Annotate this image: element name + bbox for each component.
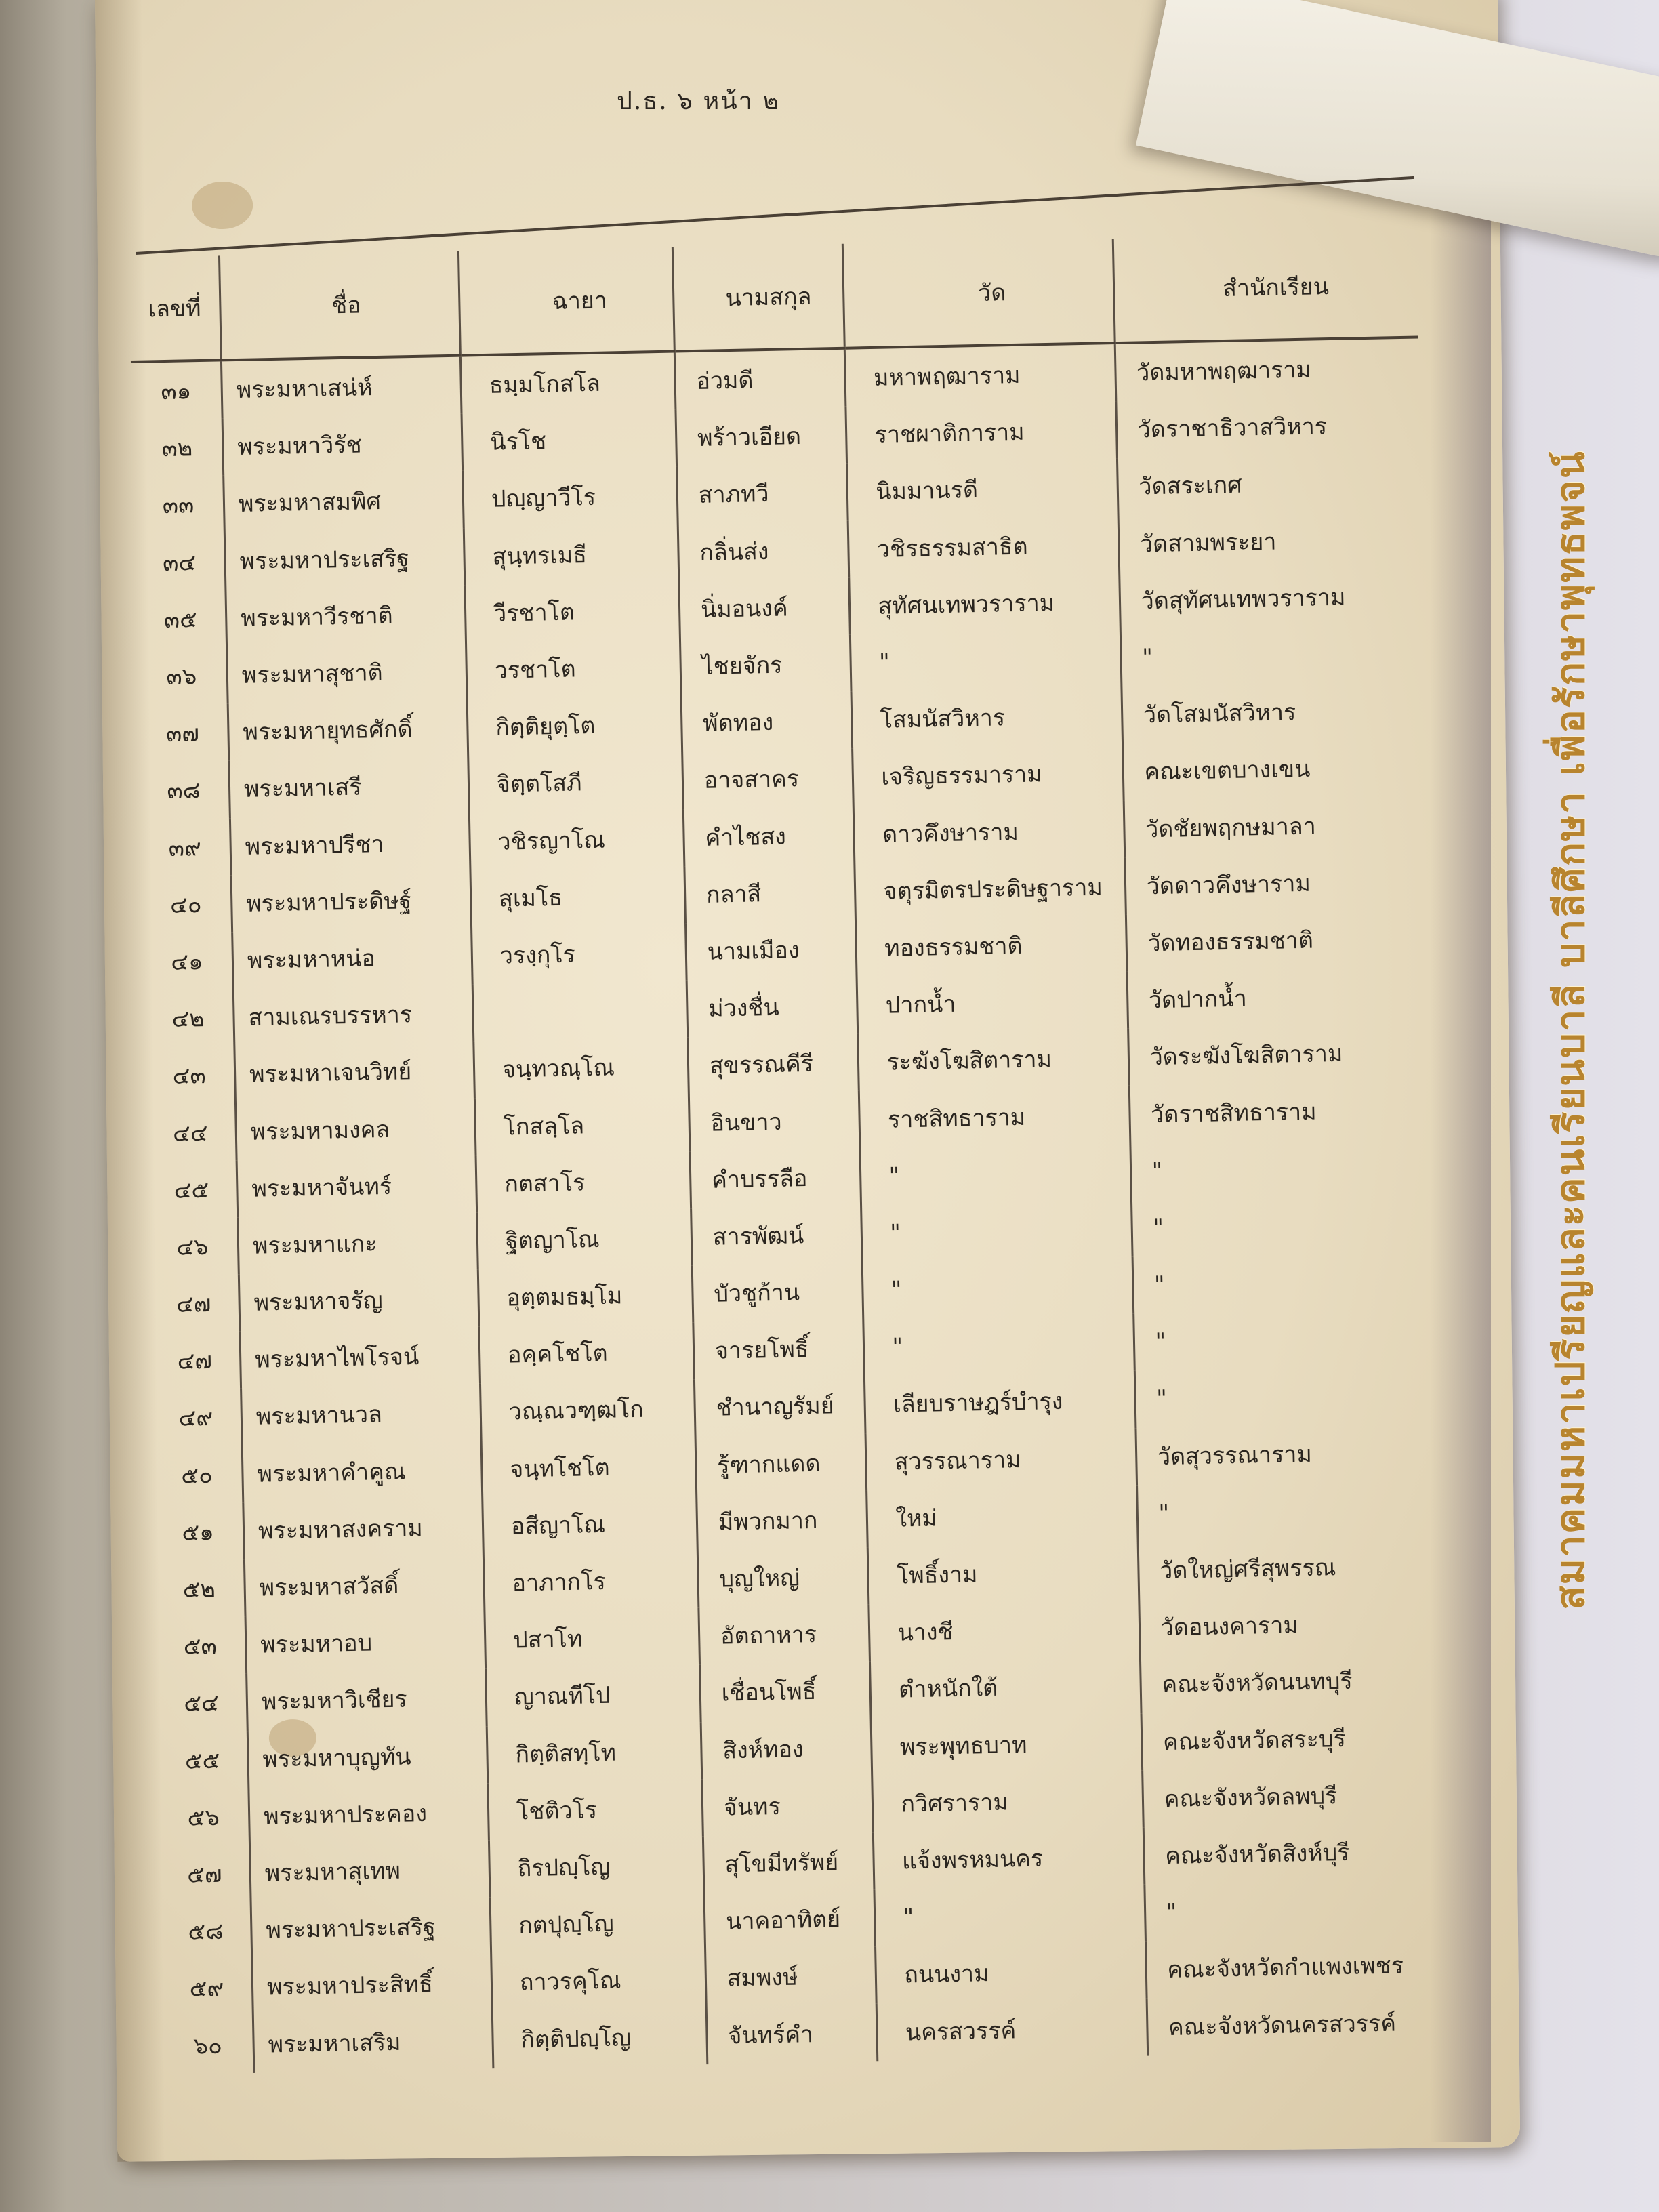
watermark-text: สมาคมมหาเปรียญและคนเรียนบาลี บาลีศึกษา เพื่อรักษาพุทธพจน์ [1547,450,1593,1610]
cell-name: พระมหาอบ [245,1612,485,1673]
cell-name: พระมหาแกะ [238,1212,478,1274]
column-header-surname: นามสกุล [672,244,844,352]
cell-nickname: ถิรปญฺโญ [489,1836,704,1897]
cell-school: คณะจังหวัดนนทบุรี [1140,1650,1444,1713]
cell-school: " [1130,1137,1435,1200]
cell-no: ๔๗ [177,1347,213,1376]
roster-table [129,233,1451,2075]
page-header: ป.ธ. ๖ หน้า ๒ [617,87,781,115]
cell-school: คณะจังหวัดกำแพงเพชร [1145,1936,1450,1999]
cell-school: วัดราชสิทธาราม [1129,1080,1433,1143]
cell-temple: " [863,1257,1134,1319]
cell-nickname: อุตฺตมธมฺโม [478,1265,693,1326]
cell-name: พระมหามงคล [235,1099,475,1160]
cell-temple: " [851,630,1122,692]
cell-school: คณะเขตบางเขน [1122,738,1427,801]
cell-surname: บัวชูก้าน [692,1262,863,1322]
cell-temple: จตุรมิตรประดิษฐาราม [855,858,1126,920]
cell-no: ๔๓ [172,1062,207,1090]
cell-name: พระมหาไพโรจน์ [240,1327,480,1389]
cell-surname: สุโขมีทรัพย์ [703,1832,874,1893]
cell-no: ๔๖ [176,1233,209,1261]
cell-name: พระมหาบุญทัน [247,1726,487,1788]
cell-surname: นามเมือง [685,920,857,980]
cell-name: พระมหาสุชาติ [227,642,467,703]
cell-no: ๔๑ [170,948,203,976]
cell-nickname: กตปุญฺโญ [490,1893,705,1954]
cell-surname: จันทร์คำ [706,2004,878,2064]
cell-name: พระมหาเสริม [253,2011,493,2073]
cell-temple: ถนนงาม [876,1942,1147,2004]
cell-surname: บุญใหญ่ [697,1547,869,1607]
cell-nickname: นิรโช [462,410,677,471]
cell-surname: มีพวกมาก [697,1490,868,1551]
cell-name: พระมหาเสรี [229,756,469,818]
cell-no: ๕๔ [183,1689,220,1718]
cell-no: ๕๑ [182,1518,215,1547]
cell-school: วัดสามพระยา [1118,510,1422,573]
cell-nickname: โชติวโร [488,1779,703,1840]
cell-surname: คำบรรลือ [690,1148,861,1208]
cell-school: " [1131,1194,1435,1257]
cell-no: ๖๐ [193,2032,223,2060]
cell-name: พระมหาสมพิศ [224,471,464,533]
cell-nickname: จิตฺตโสภี [468,752,684,813]
cell-nickname: สุนฺทรเมธี [464,524,679,585]
cell-nickname: กิตฺติยุตฺโต [467,695,682,756]
cell-school: " [1120,623,1425,687]
cell-name: พระมหาจรัญ [239,1269,478,1331]
cell-nickname: อาภากโร [483,1551,699,1612]
cell-temple: ตำหนักใต้ [870,1656,1141,1719]
cell-nickname: ญาณทีโป [485,1665,701,1726]
cell-nickname: ปสาโท [485,1607,700,1668]
cell-surname: อินขาว [689,1091,860,1151]
column-header-nickname: ฉายา [458,247,674,356]
cell-no: ๕๐ [180,1461,213,1490]
cell-temple: ปากน้ำ [857,972,1128,1034]
cell-surname: กลาสี [684,863,856,923]
cell-name: พระมหาสุเทพ [249,1840,489,1902]
cell-name: พระมหาวีรชาติ [226,585,466,647]
cell-surname: รู้ฑากแดด [695,1433,867,1494]
cell-nickname: กิตฺติปญฺโญ [492,2007,708,2068]
cell-no: ๓๑ [160,377,192,406]
cell-surname: นิ่มอนงค์ [679,577,851,638]
cell-temple: ใหม่ [867,1486,1138,1548]
cell-temple: " [874,1885,1145,1947]
cell-name: พระมหาวิเชียร [247,1669,487,1731]
cell-no: ๕๕ [184,1746,220,1775]
cell-name: พระมหาปรีชา [230,813,470,875]
cell-temple: นครสวรรค์ [877,1999,1148,2061]
cell-name: พระมหาประสิทธิ์ [252,1954,492,2015]
cell-no: ๓๕ [163,606,198,634]
cell-nickname: โกสลฺโล [474,1094,690,1155]
cell-school: วัดทองธรรมชาติ [1126,909,1430,972]
column-header-name: ชื่อ [219,251,460,361]
cell-name: พระมหาประคอง [249,1783,489,1845]
cell-school: คณะจังหวัดสิงห์บุรี [1143,1822,1448,1885]
cell-surname: เชื่อนโพธิ์ [699,1662,871,1722]
cell-nickname: อสีญาโณ [483,1494,698,1555]
cell-surname: สุขรรณคีรี [688,1034,859,1094]
cell-school: วัดใหญ่ศรีสุพรรณ [1138,1536,1442,1599]
cell-surname: สมพงษ์ [705,1947,876,2007]
cell-surname: อ่วมดี [674,348,846,410]
cell-surname: พัดทอง [681,692,853,752]
column-header-school: สำนักเรียน [1113,233,1418,344]
cell-name: พระมหาเสน่ห์ [221,356,462,419]
cell-nickname: ปญฺญาวีโร [463,467,678,528]
cell-temple: ดาวคึงษาราม [854,800,1125,863]
cell-no: ๔๕ [173,1176,209,1204]
cell-school: " [1132,1251,1437,1314]
cell-school: วัดชัยพฤกษมาลา [1124,795,1428,858]
cell-school: วัดสุวรรณาราม [1136,1422,1440,1486]
cell-nickname: วรชาโต [466,638,681,699]
cell-no: ๕๖ [187,1803,220,1832]
cell-name: พระมหาหน่อ [232,927,472,989]
cell-surname: จารยโพธิ์ [693,1319,865,1380]
cell-no: ๕๗ [186,1860,222,1889]
cell-no: ๓๒ [161,434,193,463]
cell-temple: แจ้งพรหมนคร [874,1828,1145,1890]
cell-name: พระมหาจันทร์ [237,1155,476,1217]
cell-surname: กลิ่นส่ง [678,520,849,581]
cell-surname: ม่วงชื่น [687,977,858,1038]
cell-temple: นิมมานรดี [847,458,1118,520]
cell-no: ๓๙ [168,834,202,862]
cell-name: พระมหาวิรัช [222,414,462,476]
cell-nickname: สุเมโธ [470,866,686,927]
cell-nickname: อคฺคโชโต [479,1322,695,1383]
cell-nickname [472,980,688,1041]
cell-no: ๕๘ [188,1917,224,1946]
cell-no: ๕๙ [189,1975,224,2003]
cell-school: " [1133,1308,1437,1371]
column-header-temple: วัด [843,239,1115,348]
cell-school: วัดสระเกศ [1117,453,1421,516]
cell-surname: สารพัฒน์ [691,1205,862,1265]
cell-name: พระมหาสวัสดิ์ [244,1555,484,1616]
cell-no: ๕๒ [182,1575,216,1603]
cell-surname: จันทร [702,1776,874,1836]
cell-temple: วชิรธรรมสาธิต [848,516,1120,578]
cell-no: ๔๔ [172,1119,208,1147]
cell-name: พระมหาสงคราม [243,1498,483,1559]
cell-temple: ระฆังโฆสิตาราม [858,1029,1129,1091]
cell-no: ๓๔ [162,548,197,577]
cell-temple: ทองธรรมชาติ [856,915,1127,977]
cell-temple: " [863,1314,1134,1376]
cell-school: " [1134,1366,1439,1429]
cell-no: ๔๗ [176,1290,211,1319]
cell-surname: พร้าวเอียด [676,407,847,467]
cell-no: ๓๘ [166,777,201,805]
cell-nickname: จนฺทวณฺโณ [474,1038,689,1099]
column-header-no: เลขที่ [129,255,221,362]
cell-temple: พระพุทธบาท [872,1713,1143,1776]
cell-nickname: วณฺณวฑฺฒโก [480,1380,695,1441]
cell-nickname: วรงฺกุโร [471,923,687,984]
cell-surname: ชำนาญรัมย์ [694,1376,865,1437]
cell-no: ๔๒ [171,1005,205,1033]
cell-temple: โพธิ์งาม [868,1542,1139,1605]
cell-nickname: ฐิตญาโณ [477,1208,693,1269]
cell-name: พระมหาเจนวิทย์ [234,1042,474,1103]
cell-school: คณะจังหวัดสระบุรี [1141,1708,1446,1771]
cell-school: วัดมหาพฤฒาราม [1115,337,1419,401]
cell-temple: สุทัศนเทพวราราม [849,573,1120,635]
cell-school: วัดอนงคาราม [1139,1593,1443,1656]
table-body [131,337,1451,2074]
cell-surname: ไชยจักร [680,635,851,695]
cell-name: พระมหาประเสริฐ [224,528,464,590]
cell-no: ๓๓ [162,491,194,520]
cell-temple: เลียบราษฎร์บำรุง [865,1371,1136,1433]
cell-temple: กวิศราราม [872,1770,1143,1832]
cell-school: คณะจังหวัดลพบุรี [1142,1765,1446,1828]
cell-name: พระมหาคำคูณ [242,1441,482,1502]
cell-surname: อาจสาคร [682,749,854,809]
cell-surname: อัตถาหาร [699,1605,870,1665]
stain-mark [192,182,253,230]
cell-no: ๔๐ [169,890,202,919]
cell-nickname: กิตฺติสทฺโท [487,1722,702,1783]
cell-temple: ราชสิทธาราม [859,1086,1130,1148]
cell-surname: นาคอาทิตย์ [704,1889,876,1950]
cell-temple: ราชผาติการาม [846,401,1117,464]
cell-nickname: กตสาโร [476,1151,691,1212]
cell-no: ๓๗ [165,720,200,748]
cell-surname: สิงห์ทอง [701,1719,872,1779]
cell-temple: " [861,1200,1132,1263]
cell-no: ๓๖ [166,663,197,691]
cell-temple: สุวรรณาราม [865,1428,1136,1490]
cell-surname: คำไชสง [683,806,855,866]
cell-nickname: วีรชาโต [465,581,680,642]
cell-no: ๕๓ [183,1633,218,1661]
cell-school: คณะจังหวัดนครสวรรค์ [1147,1992,1451,2055]
cell-nickname: จนฺทโชโต [481,1437,697,1498]
cell-name: สามเณรบรรหาร [233,985,473,1046]
cell-temple: " [860,1143,1131,1206]
cell-school: " [1145,1879,1449,1942]
cell-temple: นางชี [869,1599,1140,1662]
cell-name: พระมหานวล [241,1384,481,1446]
cell-school: วัดโสมนัสวิหาร [1122,681,1426,744]
cell-name: พระมหายุทธศักดิ์ [228,699,468,761]
cell-school: วัดระฆังโฆสิตาราม [1128,1023,1432,1086]
cell-name: พระมหาประดิษฐ์ [231,870,471,932]
cell-temple: เจริญธรรมาราม [853,743,1124,806]
cell-school: วัดสุทัศนเทพวราราม [1119,567,1423,630]
cell-school: วัดปากน้ำ [1127,966,1431,1029]
cell-school: วัดราชาธิวาสวิหาร [1116,396,1420,459]
cell-no: ๔๙ [178,1404,213,1433]
cell-nickname: วชิรญาโณ [469,809,684,870]
cell-surname: สาภทวี [676,464,848,524]
cell-nickname: ถาวรคุโณ [491,1950,707,2011]
cell-name: พระมหาประเสริฐ [251,1897,491,1959]
cell-school: " [1136,1479,1441,1542]
cell-school: วัดดาวคึงษาราม [1124,852,1429,915]
cell-temple: โสมนัสวิหาร [851,687,1122,749]
cell-temple: มหาพฤฒาราม [845,343,1116,407]
cell-nickname: ธมฺมโกสโล [460,352,676,414]
